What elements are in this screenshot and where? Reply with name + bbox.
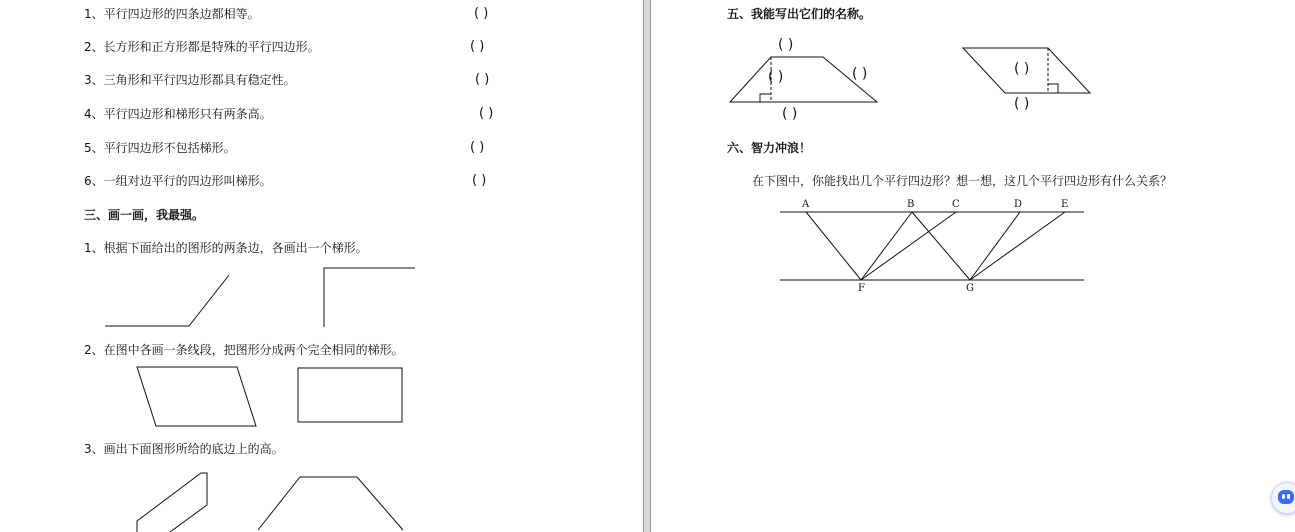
point-label-A: A [802, 199, 810, 210]
judge-blank-4: ( ) [479, 106, 494, 121]
judge-blank-2: ( ) [470, 39, 485, 54]
point-label-C: C [952, 199, 960, 210]
section6-question: 在下图中，你能找出几个平行四边形？想一想，这几个平行四边形有什么关系？ [752, 174, 1173, 188]
judge-item-5: 5、平行四边形不包括梯形。 [84, 141, 236, 155]
name-blank-top: ( ) [778, 37, 794, 53]
point-label-D: D [1014, 199, 1023, 210]
judge-blank-1: ( ) [474, 6, 489, 21]
section3-question-2: 2、在图中各画一条线段，把图形分成两个完全相同的梯形。 [84, 343, 404, 357]
judge-item-1: 1、平行四边形的四条边都相等。 [84, 7, 260, 21]
section3-title: 三、画一画，我最强。 [84, 208, 205, 222]
name-blank-side: ( ) [852, 66, 868, 82]
point-label-G: G [966, 283, 974, 294]
assistant-eye-right [1287, 494, 1290, 499]
section3-question-1: 1、根据下面给出的图形的两条边，各画出一个梯形。 [84, 241, 368, 255]
name-blank-parallelogram-inner: ( ) [1014, 61, 1030, 77]
section6-title: 六、智力冲浪！ [727, 141, 812, 155]
page-separator [643, 0, 651, 532]
point-label-F: F [858, 283, 865, 294]
name-blank-bottom: ( ) [782, 106, 798, 122]
judge-item-3: 3、三角形和平行四边形都具有稳定性。 [84, 73, 296, 87]
point-label-B: B [907, 199, 915, 210]
assistant-eye-left [1282, 494, 1285, 499]
section5-title: 五、我能写出它们的名称。 [727, 7, 872, 21]
parallelogram-count-figure [651, 0, 1295, 532]
judge-item-2: 2、长方形和正方形都是特殊的平行四边形。 [84, 40, 320, 54]
judge-blank-5: ( ) [470, 140, 485, 155]
judge-blank-3: ( ) [475, 72, 490, 87]
assistant-robot-icon[interactable] [1271, 482, 1295, 514]
document-page-right [651, 0, 1295, 532]
judge-item-6: 6、一组对边平行的四边形叫梯形。 [84, 174, 272, 188]
judge-item-4: 4、平行四边形和梯形只有两条高。 [84, 107, 272, 121]
section3-question-3: 3、画出下面图形所给的底边上的高。 [84, 442, 284, 456]
name-blank-parallelogram-bottom: ( ) [1014, 96, 1030, 112]
height-drawing-figure [0, 0, 643, 532]
document-page-left [0, 0, 643, 532]
judge-blank-6: ( ) [472, 173, 487, 188]
point-label-E: E [1061, 199, 1069, 210]
assistant-face [1278, 490, 1294, 504]
name-blank-inner: ( ) [768, 69, 784, 85]
